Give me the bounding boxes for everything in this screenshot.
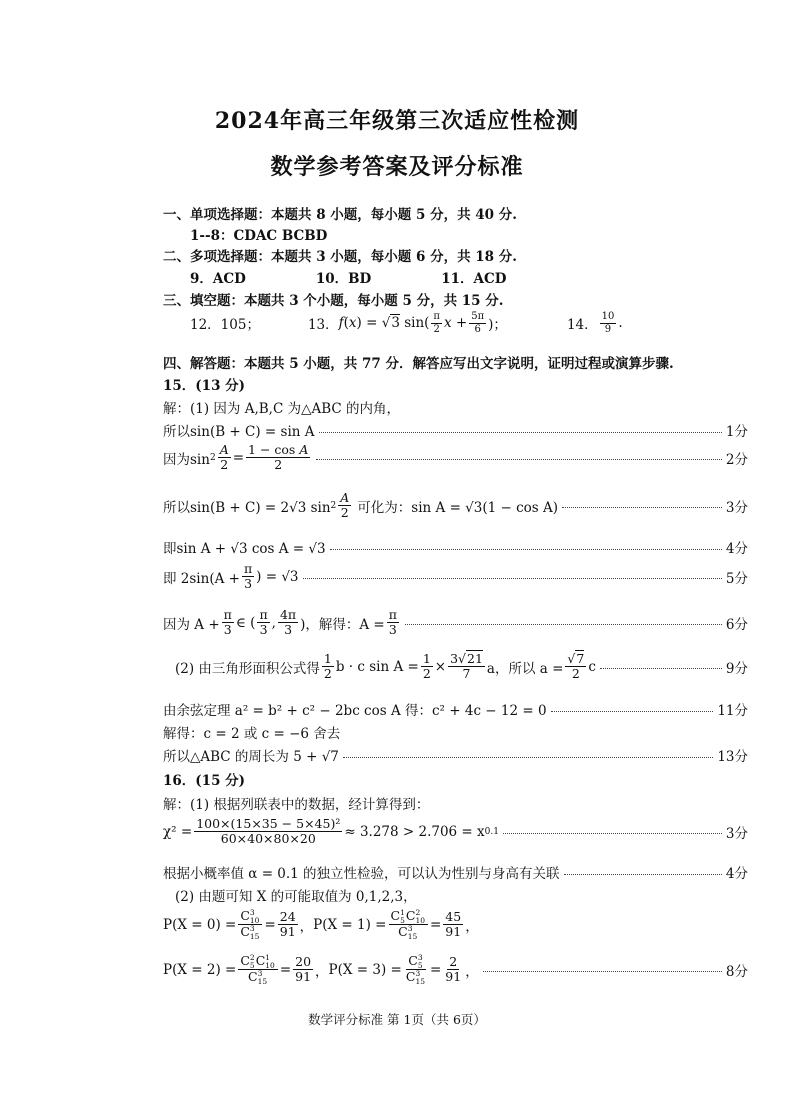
- score: 8分: [725, 963, 748, 980]
- q15-line-5: [163, 537, 748, 557]
- answer-13-label: 13．: [307, 317, 339, 333]
- q16-line-4: (2) 由题可知 X 的可能取值为 0,1,2,3，: [175, 889, 417, 905]
- q15-line-8-text: (2) 由三角形面积公式得: [175, 660, 320, 677]
- score: 5分: [725, 570, 748, 587]
- chi-sub: 0.1: [484, 826, 499, 837]
- q16-heading: 16．(15 分): [163, 773, 246, 789]
- frac-c15-c210-c315: C 1 5 C 2 10 C 3 15: [389, 909, 428, 940]
- q15-line-2: [163, 420, 748, 440]
- q16-line-5: P(X = 0) = C 3 10 C 3 15 = $\frac{24}{91}$ ， P(X = 1) = C 1 5 C 2 10 C 3 15 = $\frac{45}{91}$ ，: [163, 908, 479, 941]
- q15-line-6-text: 即 2sin(A +: [163, 570, 240, 587]
- p2-label: P(X = 2) =: [163, 961, 237, 978]
- q15-line-5-text: 即sin A + √3 cos A = √3: [163, 541, 326, 557]
- p1-num: 45: [445, 908, 462, 924]
- q15-line-6-rest: ) = √3: [256, 568, 299, 585]
- p0-num: 24: [279, 908, 296, 924]
- q16-line-2: [163, 817, 748, 847]
- q15-line-3-text: 因为sin: [163, 451, 210, 468]
- answer-11: 11．ACD: [441, 271, 507, 287]
- q15-line-7-in: ∈ (: [235, 614, 256, 631]
- chi-square-fraction: [194, 817, 342, 847]
- q15-line-11: [163, 745, 748, 765]
- score: 4分: [725, 866, 748, 882]
- p2-num: 20: [295, 953, 312, 969]
- q15-line-11-text: 所以△ABC 的周长为 5 + √7: [163, 749, 339, 765]
- frac-pi-3b: $\frac{\pi}{3}$: [223, 607, 232, 638]
- section-4-heading: 四、解答题：本题共 5 小题，共 77 分．解答应写出文字说明，证明过程或演算步骤.: [163, 356, 674, 372]
- q16-line-3: [163, 862, 748, 882]
- p2-value: [293, 955, 313, 985]
- frac-3sqrt21-7: $\frac{3√21}{7}$: [450, 651, 483, 682]
- q15-line-4-rest: 可化为：sin A = √3(1 − cos A): [357, 499, 559, 516]
- frac-c25-c110-c315: C 2 5 C 1 10 C 3 15: [238, 954, 277, 985]
- q15-line-3: 因为sin 2 $\frac{A}{2}$ = $\frac{\text{1 − cos A}}{2}$ 2分: [163, 442, 748, 473]
- q15-line-9: [163, 699, 748, 719]
- q16-line-1: 解：(1) 根据列联表中的数据，经计算得到：: [163, 797, 430, 813]
- q15-line-4-text: 所以sin(B + C) = 2√3 sin: [163, 499, 331, 516]
- page-title: 2024年高三年级第三次适应性检测: [214, 108, 580, 134]
- answer-13-formula: f(x) = √3 sin(: [338, 315, 430, 331]
- page-subtitle: 数学参考答案及评分标准: [270, 154, 524, 180]
- frac-c310-c315: C 3 10 C 3 15: [238, 909, 262, 940]
- score: 1分: [725, 424, 748, 440]
- frac-1-2: $\frac{1}{2}$: [323, 651, 332, 682]
- q15-line-2-text: 所以sin(B + C) = sin A: [163, 424, 315, 440]
- q15-line-8-mid: b · c sin A =: [335, 658, 419, 675]
- q15-line-7-solve: )，解得：A =: [300, 616, 385, 633]
- frac-1-2b: $\frac{1}{2}$: [422, 651, 431, 682]
- formula-part: x +: [443, 315, 468, 331]
- p0-label: P(X = 0) =: [163, 916, 237, 933]
- answer-9: 9．ACD: [190, 271, 246, 287]
- p1-value: [443, 910, 463, 940]
- score: 6分: [725, 616, 748, 633]
- answer-12: 12．105；: [190, 317, 260, 333]
- frac-c35-c315: C 3 5 C 3 15: [405, 953, 425, 986]
- score: 3分: [725, 499, 748, 516]
- q16-line-3-text: 根据小概率值 α = 0.1 的独立性检验，可以认为性别与身高有关联: [163, 866, 560, 882]
- frac-A-2b: $\frac{A}{2}$: [340, 490, 350, 521]
- q15-line-9-text: 由余弦定理 a² = b² + c² − 2bc cos A 得：c² + 4c − 12 = 0: [163, 703, 547, 719]
- p3-den: 91: [445, 969, 462, 984]
- chi-compare: ≈ 3.278 > 2.706 = x: [344, 823, 485, 840]
- p3-num: 2: [449, 953, 458, 969]
- q15-line-6: [163, 562, 748, 592]
- q15-line-8-c: c: [588, 658, 596, 675]
- frac-sqrt7-2: $\frac{√7}{2}$: [567, 651, 585, 682]
- frac-pi-2: $\frac{\pi}{2}$: [433, 311, 440, 335]
- section-3-heading: 三、填空题：本题共 3 个小题，每小题 5 分，共 15 分.: [163, 293, 504, 309]
- q15-line-8-then: a，所以 a =: [486, 660, 564, 677]
- period: .: [618, 315, 623, 331]
- p3-label: P(X = 3) =: [328, 961, 402, 978]
- frac-1-cosA-2: $\frac{\text{1 − cos A}}{2}$: [248, 442, 309, 473]
- chi-num: 100×(15×35 − 5×45)²: [196, 816, 341, 831]
- p1-den: 91: [445, 924, 462, 939]
- score: 3分: [725, 825, 748, 842]
- frac-A-2: $\frac{A}{2}$: [219, 442, 229, 473]
- answer-14-label: 14．: [566, 317, 598, 333]
- section-1-answers: 1--8：CDAC BCBD: [190, 228, 328, 244]
- frac-4pi-3: $\frac{4\pi}{3}$: [279, 607, 297, 638]
- q15-line-4: 所以sin(B + C) = 2√3 sin 2 $\frac{A}{2}$ 可化为：sin A = √3(1 − cos A) 3分: [163, 490, 748, 521]
- page-footer: 数学评分标准 第 1页（共 6页）: [308, 1012, 486, 1027]
- q15-line-8: (2) 由三角形面积公式得 $\frac{1}{2}$ b · c sin A = $\frac{1}{2}$ × $\frac{3√21}{7}$ a，所以 a = $\frac{√7}{2}$ c 9分: [175, 651, 748, 682]
- q15-line-1: 解：(1) 因为 A,B,C 为△ABC 的内角，: [163, 401, 401, 417]
- formula-close: )；: [488, 317, 507, 333]
- section-2-heading: 二、多项选择题：本题共 3 小题，每小题 6 分，共 18 分.: [163, 249, 517, 265]
- q15-line-7: 因为 A + $\frac{\pi}{3}$ ∈ ( $\frac{\pi}{3}$ , $\frac{4\pi}{3}$ )，解得：A = $\frac{\pi}{3}$ 6分: [163, 607, 748, 638]
- p3-value: [443, 955, 463, 985]
- section-2-answers: [190, 267, 748, 287]
- p0-den: 91: [279, 924, 296, 939]
- chi-square-label: χ² =: [163, 823, 193, 840]
- frac-pi-3d: $\frac{\pi}{3}$: [388, 607, 397, 638]
- answer-10: 10．BD: [315, 271, 372, 287]
- answer-14-value: $\frac{10}{9}$: [601, 311, 615, 335]
- score: 13分: [717, 749, 748, 765]
- section-1-heading: 一、单项选择题：本题共 8 小题，每小题 5 分，共 40 分.: [163, 207, 517, 223]
- score: 11分: [717, 703, 748, 719]
- section-3-answers: [190, 311, 748, 335]
- q15-line-7-text: 因为 A +: [163, 616, 220, 633]
- frac-5pi-6: $\frac{5\pi}{6}$: [471, 311, 485, 335]
- q16-line-6: P(X = 2) = C 2 5 C 1 10 C 3 15 = $\frac{20}{91}$ ， P(X = 3) = C 3 5 C 3 15 = $\frac{2}{91}$ ， 8分: [163, 953, 748, 986]
- frac-pi-3c: $\frac{\pi}{3}$: [259, 607, 268, 638]
- p2-den: 91: [295, 969, 312, 984]
- q15-line-10: 解得：c = 2 或 c = −6 舍去: [163, 726, 341, 742]
- score: 2分: [725, 451, 748, 468]
- score: 9分: [725, 660, 748, 677]
- q15-heading: 15．(13 分): [163, 378, 246, 394]
- score: 4分: [725, 541, 748, 557]
- p0-value: [278, 910, 298, 940]
- chi-den: 60×40×80×20: [220, 831, 316, 847]
- frac-pi-3: $\frac{\pi}{3}$: [243, 561, 253, 592]
- p1-label: P(X = 1) =: [313, 916, 387, 933]
